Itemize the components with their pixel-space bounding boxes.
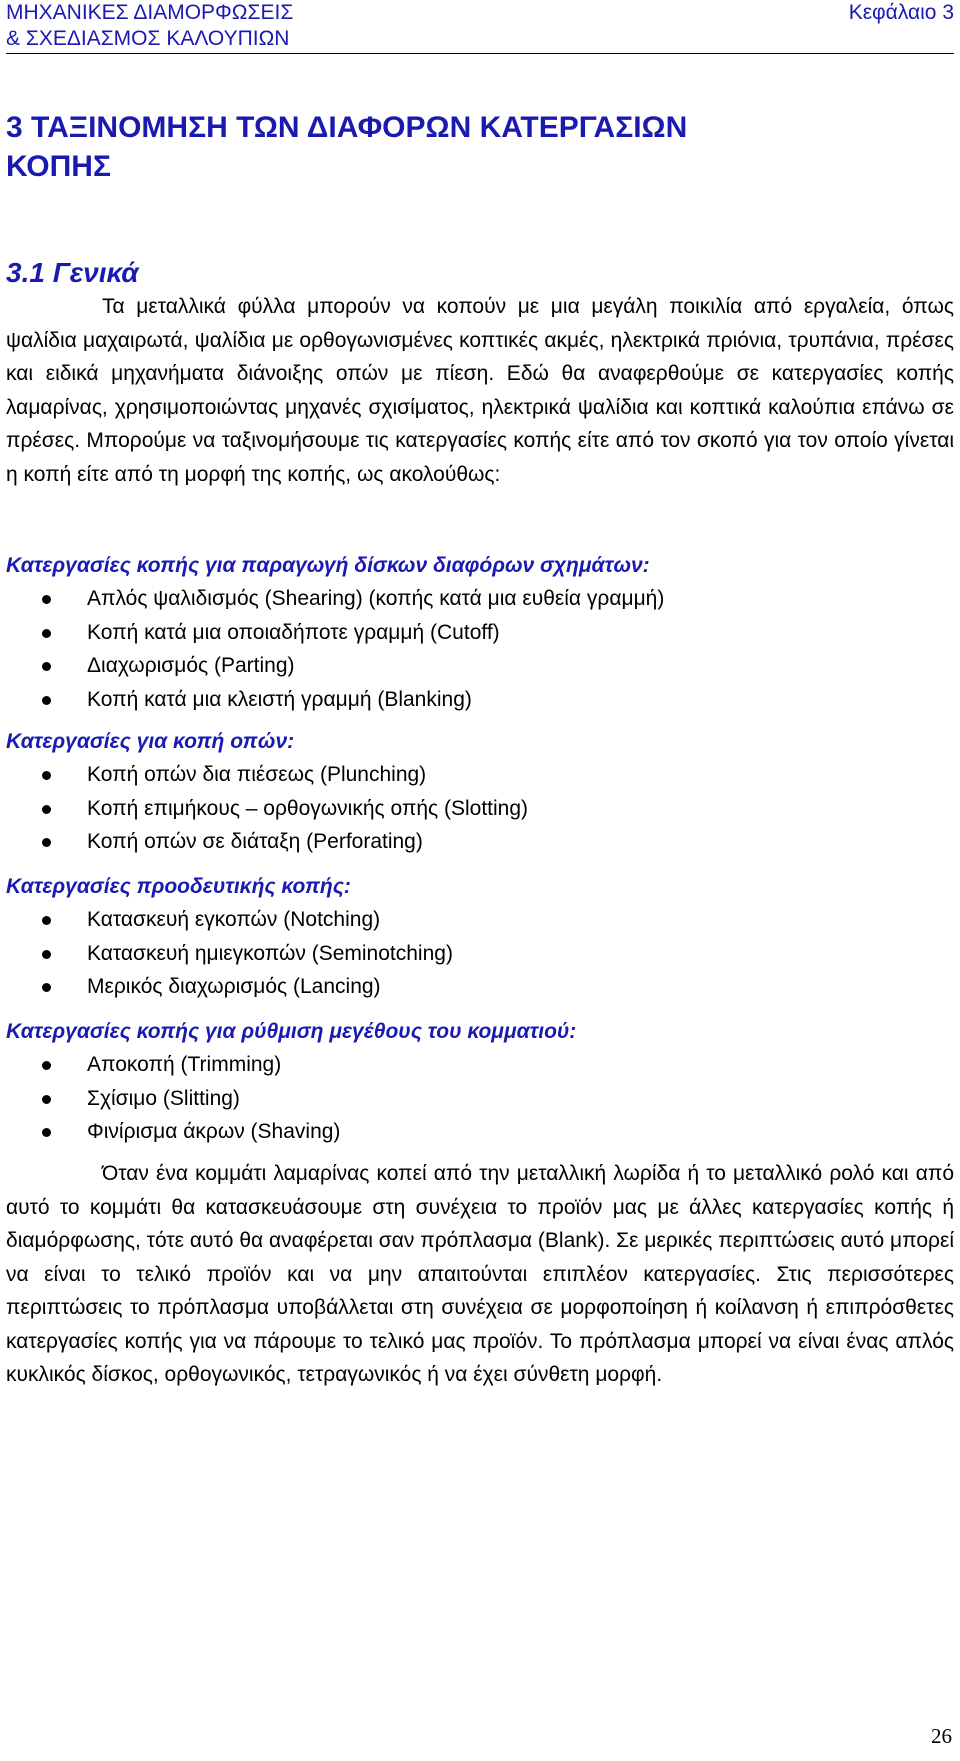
list-item: Μερικός διαχωρισμός (Lancing)	[0, 970, 453, 1004]
chapter-title-line-1: 3 ΤΑΞΙΝΟΜΗΣΗ ΤΩΝ ΔΙΑΦΟΡΩΝ ΚΑΤΕΡΓΑΣΙΩΝ	[6, 111, 688, 144]
list-item: Κατασκευή εγκοπών (Notching)	[0, 903, 453, 937]
chapter-title	[6, 108, 946, 186]
bullet-icon	[42, 629, 51, 638]
header-chapter-label: Κεφάλαιο 3	[848, 1, 954, 24]
list-item: Κατασκευή ημιεγκοπών (Seminotching)	[0, 937, 453, 971]
bullet-icon	[42, 771, 51, 780]
list-sizing	[0, 1048, 340, 1149]
header-book-title	[6, 0, 293, 52]
bullet-icon	[42, 838, 51, 847]
list-item: Αποκοπή (Trimming)	[0, 1048, 340, 1082]
bullet-icon	[42, 950, 51, 959]
bullet-icon	[42, 916, 51, 925]
bullet-icon	[42, 595, 51, 604]
list-item: Κοπή οπών σε διάταξη (Perforating)	[0, 825, 528, 859]
closing-paragraph	[6, 1157, 954, 1392]
bullet-icon	[42, 983, 51, 992]
bullet-icon	[42, 1128, 51, 1137]
list-item: Σχίσιμο (Slitting)	[0, 1082, 340, 1116]
group-heading-holes: Κατεργασίες για κοπή οπών:	[6, 730, 295, 753]
list-item: Φινίρισμα άκρων (Shaving)	[0, 1115, 340, 1149]
closing-paragraph-text: Όταν ένα κομμάτι λαμαρίνας κοπεί από την μεταλλική λωρίδα ή το μεταλλικό ρολό και από αυτό το κομμάτι θα κατασκευάσουμε στη συνέχεια το προϊόν μας με άλλες κατεργασίες κοπής ή διαμόρφωσης, τότε αυτό θα αναφέρεται σαν πρόπλασμα (Blank). Σε μερικές περιπτώσεις αυτό μπορεί να είναι το τελικό προϊόν και να μην απαιτούνται επιπλέον κατεργασίες. Στις περισσότερες περιπτώσεις το πρόπλασμα υποβάλλεται στη συνέχεια σε μορφοποίηση ή κοίλανση ή επιπρόσθετες κατεργασίες κοπής για να πάρουμε το τελικό μας προϊόν. Το πρόπλασμα μπορεί να είναι ένας απλός κυκλικός δίσκος, ορθογωνικός, τετραγωνικός ή να έχει σύνθετη μορφή.	[6, 1162, 954, 1386]
group-heading-progressive: Κατεργασίες προοδευτικής κοπής:	[6, 875, 351, 898]
intro-paragraph-text: Τα μεταλλικά φύλλα μπορούν να κοπούν με μια μεγάλη ποικιλία από εργαλεία, όπως ψαλίδια μαχαιρωτά, ψαλίδια με ορθογωνισμένες κοπτικές ακμές, ηλεκτρικά πριόνια, τρυπάνια, πρέσες και ειδικά μηχανήματα διάνοιξης οπών με πίεση. Εδώ θα αναφερθούμε σε κατεργασίες κοπής λαμαρίνας, χρησιμοποιώντας μηχανές σχισίματος, ηλεκτρικά ψαλίδια και κοπτικά καλούπια επάνω σε πρέσες. Μπορούμε να ταξινομήσουμε τις κατεργασίες κοπής είτε από τον σκοπό για τον οποίο γίνεται η κοπή είτε από τη μορφή της κοπής, ως ακολούθως:	[6, 295, 954, 486]
list-item: Κοπή κατά μια κλειστή γραμμή (Blanking)	[0, 683, 664, 717]
list-item: Κοπή οπών δια πιέσεως (Plunching)	[0, 758, 528, 792]
bullet-icon	[42, 1061, 51, 1070]
chapter-title-line-2: ΚΟΠΗΣ	[6, 150, 111, 183]
list-item: Κοπή κατά μια οποιαδήποτε γραμμή (Cutoff)	[0, 616, 664, 650]
bullet-icon	[42, 662, 51, 671]
section-title: 3.1 Γενικά	[6, 257, 139, 288]
header-title-line-2: & ΣΧΕΔΙΑΣΜΟΣ ΚΑΛΟΥΠΙΩΝ	[6, 27, 290, 50]
intro-paragraph	[6, 290, 954, 491]
page-number: 26	[931, 1724, 952, 1748]
header-title-line-1: ΜΗΧΑΝΙΚΕΣ ΔΙΑΜΟΡΦΩΣΕΙΣ	[6, 1, 294, 24]
bullet-icon	[42, 805, 51, 814]
list-item: Διαχωρισμός (Parting)	[0, 649, 664, 683]
bullet-icon	[42, 696, 51, 705]
list-item: Κοπή επιμήκους – ορθογωνικής οπής (Slotting)	[0, 792, 528, 826]
list-item: Απλός ψαλιδισμός (Shearing) (κοπής κατά μια ευθεία γραμμή)	[0, 582, 664, 616]
group-heading-sizing: Κατεργασίες κοπής για ρύθμιση μεγέθους του κομματιού:	[6, 1020, 577, 1043]
group-heading-blanking: Κατεργασίες κοπής για παραγωγή δίσκων διαφόρων σχημάτων:	[6, 554, 650, 577]
list-holes	[0, 758, 528, 859]
list-progressive	[0, 903, 453, 1004]
bullet-icon	[42, 1095, 51, 1104]
list-blanking	[0, 582, 664, 716]
running-header	[6, 0, 954, 54]
